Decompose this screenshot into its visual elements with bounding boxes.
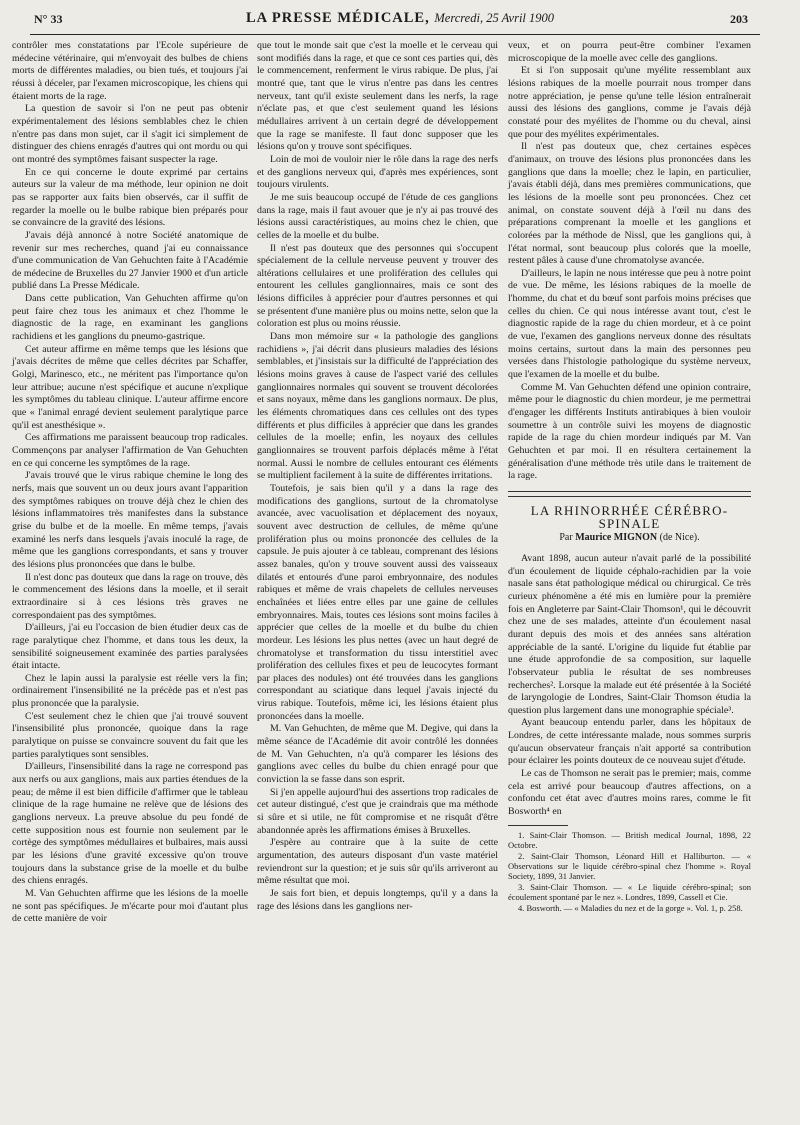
footnote: 2. Saint-Clair Thomson, Léonard Hill et Halliburton. — « Observations sur le liquide cérébro-spinal chez l'homme ». Royal Society, 1899, 31 Janvier. xyxy=(508,850,751,882)
paragraph: Il n'est donc pas douteux que dans la rage on trouve, dès le commencement des lésions dans la moelle, et il serait extraordinaire si à ces lésions très graves ne correspondaient pas des symptômes. xyxy=(12,571,248,621)
page-header xyxy=(0,8,800,34)
paragraph: veux, et on pourra peut-être combiner l'examen microscopique de la moelle avec celle des ganglions. xyxy=(508,40,751,64)
footnote: 4. Bosworth. — « Maladies du nez et de la gorge ». Vol. 1, p. 258. xyxy=(518,902,743,913)
paragraph: que tout le monde sait que c'est la moelle et le cerveau qui sont modifiés dans la rage, et que ce sont ces parties qui, dès le commencement, renferment le virus rabique. De plus, j'ai montré que, tant que le virus n'entre pas dans les centres nerveux, tant qu'il existe seulement dans les nerfs, la rage n'éclate pas, et que c'est seulement quand les lésions médullaires arrivent à un certain degré de développement que la rage se manifeste. Il faut donc supposer que les lésions qu'on y trouve sont spécifiques. xyxy=(257,40,498,153)
paragraph: Il n'est pas douteux que des personnes qui s'occupent spécialement de la cellule nerveuse peuvent y trouver des altérations cellulaires et une prolifération des cellules qui entourent les cellules ganglionnaires, mais ce sont des lésions difficiles à apprécier pour d'autres personnes et qui se présentent d'une manière plus ou moins nette, selon que la coloration est plus ou moins réussie. xyxy=(257,242,498,330)
article-author xyxy=(508,532,751,545)
paragraph: contrôler mes constatations par l'Ecole supérieure de médecine vétérinaire, qui m'envoyait des bulbes de chiens morts de différentes maladies, ou bien tués, et toujours j'ai réussi à déceler, par l'examen microscopique, les chiens qui étaient morts de la rage. xyxy=(12,40,248,102)
paragraph: Cet auteur affirme en même temps que les lésions que j'avais décrites de même que celles décrites par Schaffer, Golgi, Marinesco, etc., ne méritent pas l'importance qu'on leur attribue; aucune n'est spécifique et aucune n'explique les symptômes du tableau clinique. L'auteur affirme encore que « l'animal enragé devient seulement paralytique parce qu'il est anesthésique ». xyxy=(12,343,248,431)
paragraph: Toutefois, je sais bien qu'il y a dans la rage des modifications des ganglions, surtout de la chromatolyse avancée, avec vacuolisation et déplacement des noyaux, souvent avec destruction de cellules, de même qu'une prolifération plus ou moins prononcée des cellules de la capsule. Je puis ajouter à ce tableau, comprenant des lésions assez banales, qu'on y trouve souvent aussi des vaisseaux dilatés et entourés d'une paroi embryonnaire, des nodules rabiques et même de vrais chapelets de cellules nerveuses enchaînées et liées entre elles par une gaine de cellules embryonnaires. Mais, toutes ces lésions sont moins faciles à apprécier que celles de la moelle et du bulbe du chien mordeur. Les lésions les plus nettes (avec un haut degré de chromatolyse et transformation du tissu interstitiel avec prolifération des cellules fixes et peu de leucocytes formant par places des nodules) ont été trouvées dans les ganglions correspondant au sciatique dans lequel j'avais injecté du virus rabique. Toutefois, même ici, les lésions étaient plus prononcées dans la moelle. xyxy=(257,482,498,722)
paragraph: En ce qui concerne le doute exprimé par certains auteurs sur la valeur de ma méthode, leur opinion ne doit pas se rapporter aux faits bien observés, car il suffit de regarder la moelle ou le bulbe rabique bien préparés pour se convaincre de la gravité des lésions. xyxy=(12,166,248,229)
column-2 xyxy=(257,40,498,913)
paragraph: Et si l'on supposait qu'une myélite ressemblant aux lésions rabiques de la moelle pourrait nous tromper dans notre appréciation, je pense qu'une telle lésion entraînerait aussi des lésions des ganglions, comme je l'avais déjà constaté pour des myélites de l'homme ou du cheval, ainsi que pour des myélites expérimentales. xyxy=(508,65,751,140)
article-paragraph: Avant 1898, aucun auteur n'avait parlé de la possibilité d'un écoulement de liquide céphalo-rachidien par la voie nasale sans état pathologique médical ou chirurgical. Ce très curieux phénomène a été mis en lumière pour la première fois en Angleterre par Saint-Clair Thomson¹, qui le découvrit chez une de ses malades, atteinte d'un écoulement nasal durant depuis des mois et des années sans altération appréciable de la santé. L'origine du liquide fut établie par une étude approfondie de sa composition, sur laquelle l'observateur publia le résultat de ses nombreuses recherches². Lorsque la malade eut été présentée à la Société de laryngologie de Londres, Saint-Clair Thomson étudia la question plus largement dans une monographie spéciale³. xyxy=(508,552,751,716)
column-3-text xyxy=(508,40,751,483)
paragraph: Dans mon mémoire sur « la pathologie des ganglions rachidiens », j'ai décrit dans plusieurs maladies des lésions semblables, et j'insistais sur la difficulté de l'appréciation des lésions moins graves à cause de l'aspect varié des cellules ganglionnaires normales qui souvent se trouvent décolorées et sans noyaux, même dans les ganglions normaux. De plus, les éléments chromatiques dans ces cellules ont des types différents et plus difficiles à apprécier que dans les grandes cellules de la moelle; enfin, les noyaux des cellules ganglionnaires se trouvent parfois déplacés même à l'état normal. Aussi le nombre de cellules entourant ces éléments se multiplient facilement à la suite de différentes irritations. xyxy=(257,331,498,482)
footnote: 1. Saint-Clair Thomson. — British medical Journal, 1898, 22 Octobre. xyxy=(508,829,751,851)
footnote: 3. Saint-Clair Thomson. — « Le liquide cérébro-spinal; son écoulement spontané par le nez ». Londres, 1899, Cassell et Cie. xyxy=(508,881,751,903)
paragraph: D'ailleurs, le lapin ne nous intéresse que peu à notre point de vue. De même, les lésions rabiques de la moelle de l'homme, du chat et du bœuf sont parfois moins précises que celles du chien. Ce qui nous intéresse avant tout, c'est le diagnostic rapide de la rage du chien mordeur, et à ce point de vue, l'examen des ganglions nerveux donne des résultats moins certains, surtout dans la main des personnes peu versées dans l'histologie pathologique du système nerveux, que l'examen de la moelle et du bulbe. xyxy=(508,267,751,381)
paragraph: Comme M. Van Gehuchten défend une opinion contraire, même pour le diagnostic du chien mordeur, je me permettrai d'engager les différents Instituts antirabiques à bien vouloir soumettre à un contrôle suivi les moyens de diagnostic rapide de la rage du chien mordeur indiqués par M. Van Gehuchten et par moi. Il en résultera certainement la généralisation d'une méthode très utile dans le traitement de la rage. xyxy=(508,381,751,482)
issue-date: Mercredi, 25 Avril 1900 xyxy=(434,11,555,25)
paragraph: Loin de moi de vouloir nier le rôle dans la rage des nerfs et des ganglions nerveux qui, d'après mes expériences, sont toujours virulents. xyxy=(257,153,498,191)
paragraph: J'avais trouvé que le virus rabique chemine le long des nerfs, mais que souvent un ou deux jours avant l'apparition des symptômes rabiques on trouve déjà chez le chien des lésions inflammatoires très manifestes dans la substance grise du bulbe et de la moelle. En même temps, j'avais examiné les nerfs dans lesquels j'avais inoculé la rage, de même que les ganglions correspondants, et sans y trouver des lésions plus prononcées que dans le bulbe. xyxy=(12,470,248,570)
article-paragraph: Le cas de Thomson ne serait pas le premier; mais, comme cela est arrivé pour beaucoup d'autres affections, on a confondu cet état avec d'autres moins rares, comme le fit Bosworth⁴ en xyxy=(508,768,751,818)
journal-masthead xyxy=(0,10,800,27)
paragraph: M. Van Gehuchten, de même que M. Degive, qui dans la même séance de l'Académie dit avoir contrôlé les données de M. Van Gehuchten, n'a qu'à comparer les lésions des ganglions avec celles du bulbe du chien enragé pour que conviction la se fasse dans son esprit. xyxy=(257,723,498,786)
paragraph: Si j'en appelle aujourd'hui des assertions trop radicales de cet auteur distingué, c'est que je craindrais que ma méthode si sûre et si utile, ne fût compromise et ne risquât d'être abandonnée après les affirmations émises à Bruxelles. xyxy=(257,786,498,836)
footnote-rule xyxy=(508,825,568,826)
article-separator-top xyxy=(508,491,751,492)
author-name: Maurice MIGNON xyxy=(575,532,658,544)
author-suffix: (de Nice). xyxy=(659,532,700,544)
article-body xyxy=(508,553,751,819)
column-3 xyxy=(508,40,751,913)
footnotes xyxy=(508,830,751,913)
paragraph: Je sais fort bien, et depuis longtemps, qu'il y a dans la rage des lésions dans les ganglions ner- xyxy=(257,887,498,912)
header-rule xyxy=(30,34,760,35)
paragraph: Je me suis beaucoup occupé de l'étude de ces ganglions dans la rage, mais il faut avouer que je n'y ai pas trouvé des lésions aussi caractéristiques, au moins chez le chien, que celles de la moelle et du bulbe. xyxy=(257,191,498,241)
column-1 xyxy=(12,40,248,926)
journal-name: LA PRESSE MÉDICALE, xyxy=(245,10,430,26)
paragraph: Ces affirmations me paraissent beaucoup trop radicales. Commençons par analyser l'affirmation de Van Gehuchten en ce qui concerne les symptômes de la rage. xyxy=(12,432,248,469)
paragraph: D'ailleurs, j'ai eu l'occasion de bien étudier deux cas de rage paralytique chez l'homme, et dans tous les deux, la sensibilité soigneusement examinée des parties paralysées était intacte. xyxy=(12,622,248,672)
paragraph: Chez le lapin aussi la paralysie est réelle vers la fin; ordinairement l'insensibilité ne la précède pas et n'est pas plus prononcée que la paralysie. xyxy=(12,672,248,710)
issue-number: N° 33 xyxy=(34,12,63,26)
paragraph: Il n'est pas douteux que, chez certaines espèces d'animaux, on trouve des lésions plus prononcées dans les ganglions que dans la moelle; chez le lapin, en particulier, j'avais établi déjà, dans mes premières communications, que les lésions de la moelle sont peu prononcées. Chez cet animal, on constate souvent déjà à l'œil nu dans des préparations comprenant la moelle et les ganglions et colorées par la méthode de Nissl, que les ganglions qui, à l'état normal, sont beaucoup plus colorés que la moelle, restent pâles à cause d'une chromatolyse avancée. xyxy=(508,141,751,267)
paragraph: Dans cette publication, Van Gehuchten affirme qu'on peut faire chez tous les animaux et chez l'homme le diagnostic de la rage, en examinant les ganglions rachidiens et les ganglions du pneumo-gastrique. xyxy=(12,293,248,343)
paragraph: M. Van Gehuchten affirme que les lésions de la moelle ne sont pas spécifiques. Je m'écarte pour moi d'autant plus de cette manière de voir xyxy=(12,887,248,925)
paragraph: La question de savoir si l'on ne peut pas obtenir expérimentalement des lésions semblables chez le chien n'entre pas dans mon sujet, car il s'agit ici simplement de distinguer des chiens enragés d'autres qui ont mordu ou qui ont montré des symptômes faisant suspecter la rage. xyxy=(12,103,248,165)
author-prefix: Par xyxy=(559,532,573,544)
article-paragraph: Ayant beaucoup entendu parler, dans les hôpitaux de Londres, de cette intéressante malade, nous sommes surpris qu'aucun observateur français n'ait apporté sa contribution pour éclairer les points douteux de ce nouveau sujet d'étude. xyxy=(508,717,751,767)
article-title: LA RHINORRHÉE CÉRÉBRO-SPINALE xyxy=(530,502,729,531)
paragraph: J'espère au contraire que à la suite de cette argumentation, des auteurs disposant d'un vaste matériel reviendront sur la question; et je suis sûr qu'ils arriveront au même résultat que moi. xyxy=(257,837,498,887)
article-separator-bottom xyxy=(508,496,751,497)
paragraph: D'ailleurs, l'insensibilité dans la rage ne correspond pas aux nerfs ou aux ganglions, mais aux parties étendues de la peau; de même il est bien difficile d'affirmer que le tableau clinique de la rage humaine ne relève que de lésions des ganglions nerveux. La preuve absolue du peu fondé de cette supposition nous est fournie non seulement par le cortège des symptômes médullaires et bulbaires, mais aussi par les lésions d'une gravité excessive qu'on trouve toujours dans la substance grise de la moelle et du bulbe des chiens enragés. xyxy=(12,761,248,887)
paragraph: J'avais déjà annoncé à notre Société anatomique de revenir sur mes recherches, quand j'ai eu connaissance d'une communication de Van Gehuchten faite à l'Académie de médecine de Bruxelles du 27 Janvier 1900 et d'un article publié dans La Presse Médicale. xyxy=(12,229,248,292)
paragraph: C'est seulement chez le chien que j'ai trouvé souvent l'insensibilité plus prononcée, quoique dans la rage paralytique on puisse se convaincre souvent du fait que les parties paralytiques sont sensibles. xyxy=(12,710,248,760)
page-number: 203 xyxy=(730,12,748,26)
